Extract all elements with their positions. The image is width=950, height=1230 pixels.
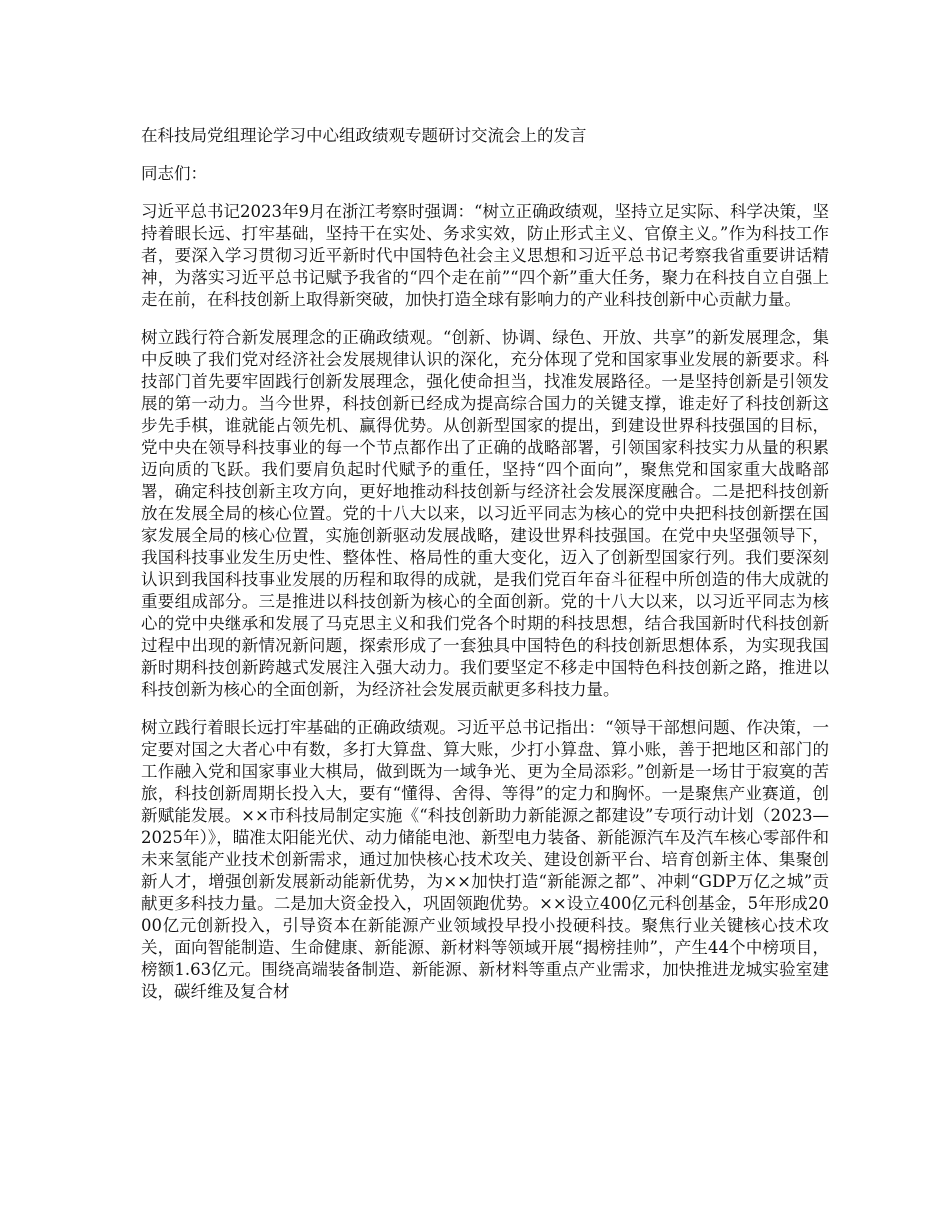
document-page — [141, 125, 829, 1019]
paragraph-long-term-foundation: 树立践行着眼长远打牢基础的正确政绩观。习近平总书记指出：“领导干部想问题、作决策，一定要对国之大者心中有数，多打大算盘、算大账，少打小算盘、算小账，善于把地区和部门的工作融入党和国家事业大棋局，做到既为一域争光、更为全局添彩。”创新是一场甘于寂寞的苦旅，科技创新周期长投入大，要有“懂得、舍得、等得”的定力和胸怀。一是聚焦产业赛道，创新赋能发展。××市科技局制定实施《“科技创新助力新能源之都建设”专项行动计划（2023—2025年）》，瞄准太阳能光伏、动力储能电池、新型电力装备、新能源汽车及汽车核心零部件和未来氢能产业技术创新需求，通过加快核心技术攻关、建设创新平台、培育创新主体、集聚创新人才，增强创新发展新动能新优势，为××加快打造“新能源之都”、冲刺“GDP万亿之城”贡献更多科技力量。二是加大资金投入，巩固领跑优势。××设立400亿元科创基金，5年形成2000亿元创新投入，引导资本在新能源产业领域投早投小投硬科技。聚焦行业关键核心技术攻关，面向智能制造、生命健康、新能源、新材料等领域开展“揭榜挂帅”，产生44个中榜项目，榜额1.63亿元。围绕高端装备制造、新能源、新材料等重点产业需求，加快推进龙城实验室建设，碳纤维及复合材 — [141, 718, 829, 1001]
paragraph-new-development-concept: 树立践行符合新发展理念的正确政绩观。“创新、协调、绿色、开放、共享”的新发展理念，集中反映了我们党对经济社会发展规律认识的深化，充分体现了党和国家事业发展的新要求。科技部门首先要牢固践行创新发展理念，强化使命担当，找准发展路径。一是坚持创新是引领发展的第一动力。当今世界，科技创新已经成为提高综合国力的关键支撑，谁走好了科技创新这步先手棋，谁就能占领先机、赢得优势。从创新型国家的提出，到建设世界科技强国的目标，党中央在领导科技事业的每一个节点都作出了正确的战略部署，引领国家科技实力从量的积累迈向质的飞跃。我们要肩负起时代赋予的重任，坚持“四个面向”，聚焦党和国家重大战略部署，确定科技创新主攻方向，更好地推动科技创新与经济社会发展深度融合。二是把科技创新放在发展全局的核心位置。党的十八大以来，以习近平同志为核心的党中央把科技创新摆在国家发展全局的核心位置，实施创新驱动发展战略，建设世界科技强国。在党中央坚强领导下，我国科技事业发生历史性、整体性、格局性的重大变化，迈入了创新型国家行列。我们要深刻认识到我国科技事业发展的历程和取得的成就，是我们党百年奋斗征程中所创造的伟大成就的重要组成部分。三是推进以科技创新为核心的全面创新。党的十八大以来，以习近平同志为核心的党中央继承和发展了马克思主义和我们党各个时期的科技思想，结合我国新时代科技创新过程中出现的新情况新问题，探索形成了一套独具中国特色的科技创新思想体系，为实现我国新时期科技创新跨越式发展注入强大动力。我们要坚定不移走中国特色科技创新之路，推进以科技创新为核心的全面创新，为经济社会发展贡献更多科技力量。 — [141, 328, 829, 699]
salutation: 同志们： — [141, 164, 207, 183]
paragraph-intro: 习近平总书记2023年9月在浙江考察时强调：“树立正确政绩观，坚持立足实际、科学决策，坚持着眼长远、打牢基础，坚持干在实处、务求实效，防止形式主义、官僚主义。”作为科技工作者，要深入学习贯彻习近平新时代中国特色社会主义思想和习近平总书记考察我省重要讲话精神，为落实习近平总书记赋予我省的“四个走在前”“四个新”重大任务，聚力在科技自立自强上走在前，在科技创新上取得新突破，加快打造全球有影响力的产业科技创新中心贡献力量。 — [141, 202, 829, 309]
document-title: 在科技局党组理论学习中心组政绩观专题研讨交流会上的发言 — [141, 126, 587, 145]
